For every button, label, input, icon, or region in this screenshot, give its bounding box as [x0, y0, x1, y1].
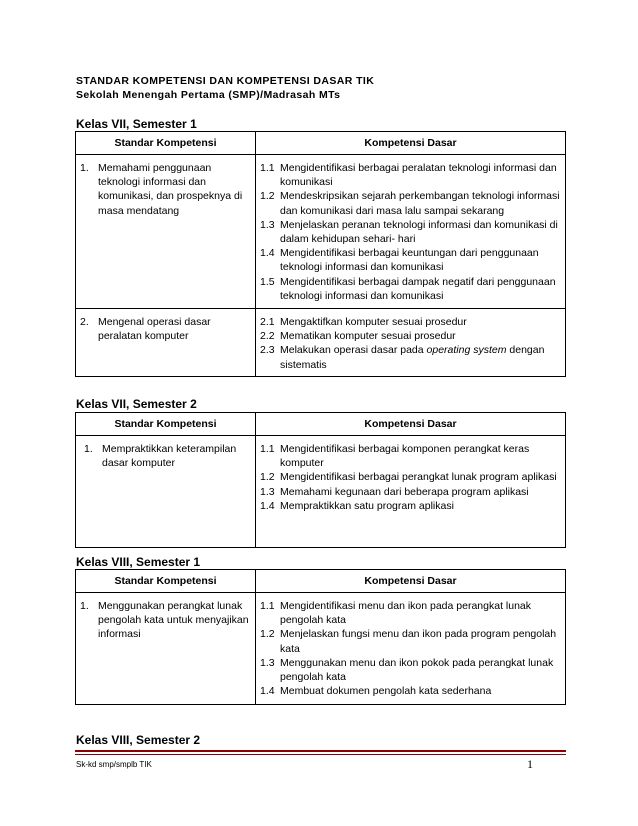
- section-heading: Kelas VII, Semester 1: [76, 117, 197, 131]
- table-header-row: [76, 132, 566, 155]
- footer-label: Sk-kd smp/smplb TIK: [76, 760, 152, 769]
- table-header-row: [76, 413, 566, 436]
- kd-cell: [256, 593, 566, 705]
- header-sk: Standar Kompetensi: [76, 570, 256, 593]
- kd-item: 1.4 Membuat dokumen pengolah kata sederhana: [260, 685, 492, 698]
- kd-item: 1.3 Menjelaskan peranan teknologi informasi dan komunikasi di dalam kehidupan sehari- hari: [260, 218, 558, 246]
- sk-number: 1.: [80, 600, 89, 612]
- sk-number: 2.: [80, 316, 89, 328]
- sk-cell: [76, 436, 256, 548]
- kd-cell: [256, 309, 566, 377]
- kd-item: 1.1 Mengidentifikasi berbagai peralatan teknologi informasi dan komunikasi: [260, 162, 557, 189]
- header-sk: Standar Kompetensi: [76, 413, 256, 436]
- kd-item: 1.1 Mengidentifikasi menu dan ikon pada perangkat lunak pengolah kata: [260, 600, 532, 627]
- sk-text: Mempraktikkan keterampilan dasar komputer: [102, 443, 237, 470]
- sk-cell: [76, 155, 256, 309]
- section-heading: Kelas VII, Semester 2: [76, 397, 197, 411]
- kd-item: 1.4 Mengidentifikasi berbagai keuntungan dari penggunaan teknologi informasi dan komunikasi: [260, 247, 539, 274]
- title-line-1: STANDAR KOMPETENSI DAN KOMPETENSI DASAR TIK: [76, 75, 375, 87]
- kd-item: 1.3 Memahami kegunaan dari beberapa program aplikasi: [260, 485, 529, 498]
- kd-item: 1.2 Menjelaskan fungsi menu dan ikon pada program pengolah kata: [260, 628, 557, 655]
- kd-item: 1.2 Mendeskripsikan sejarah perkembangan teknologi informasi dan komunikasi dari masa lalu sampai sekarang: [260, 190, 560, 217]
- competency-table: [75, 569, 566, 705]
- kd-item: 2.2 Mematikan komputer sesuai prosedur: [260, 330, 456, 343]
- competency-table: [75, 131, 566, 377]
- header-kd: Kompetensi Dasar: [256, 132, 566, 155]
- kd-item: 1.5 Mengidentifikasi berbagai dampak negatif dari penggunaan teknologi informasi dan komunikasi: [260, 275, 556, 302]
- page-number: 1: [527, 757, 533, 771]
- kd-cell: [256, 436, 566, 548]
- footer-rule-thin: [75, 754, 566, 755]
- sk-text: Mengenal operasi dasar peralatan komputer: [98, 316, 211, 343]
- kd-item: 1.2 Mengidentifikasi berbagai perangkat lunak program aplikasi: [260, 471, 557, 484]
- table-row: [76, 593, 566, 705]
- footer-rule: [75, 750, 566, 752]
- sk-number: 1.: [80, 162, 89, 174]
- header-kd: Kompetensi Dasar: [256, 570, 566, 593]
- section-heading: Kelas VIII, Semester 2: [76, 733, 201, 747]
- table-row: [76, 436, 566, 548]
- italic-term: operating system: [426, 344, 507, 357]
- sk-cell: [76, 309, 256, 377]
- title-line-2: Sekolah Menengah Pertama (SMP)/Madrasah MTs: [76, 89, 341, 101]
- kd-item: 1.4 Mempraktikkan satu program aplikasi: [260, 499, 454, 512]
- kd-item: 2.3 Melakukan operasi dasar pada operating system dengan sistematis: [260, 344, 545, 371]
- kd-item: 1.3 Menggunakan menu dan ikon pokok pada perangkat lunak pengolah kata: [260, 656, 554, 684]
- table-row: [76, 309, 566, 377]
- competency-table: [75, 412, 566, 548]
- table-row: [76, 155, 566, 309]
- section-heading: Kelas VIII, Semester 1: [76, 555, 201, 569]
- header-kd: Kompetensi Dasar: [256, 413, 566, 436]
- kd-item: 2.1 Mengaktifkan komputer sesuai prosedur: [260, 316, 467, 328]
- document-title: [76, 74, 374, 102]
- sk-text: Memahami penggunaan teknologi informasi dan komunikasi, dan prospeknya di masa mendatang: [98, 162, 243, 217]
- sk-cell: [76, 593, 256, 705]
- kd-item: 1.1 Mengidentifikasi berbagai komponen perangkat keras komputer: [260, 443, 530, 470]
- sk-text: Menggunakan perangkat lunak pengolah kata untuk menyajikan informasi: [98, 600, 249, 641]
- sk-number: 1.: [84, 443, 93, 455]
- kd-cell: [256, 155, 566, 309]
- table-header-row: [76, 570, 566, 593]
- header-sk: Standar Kompetensi: [76, 132, 256, 155]
